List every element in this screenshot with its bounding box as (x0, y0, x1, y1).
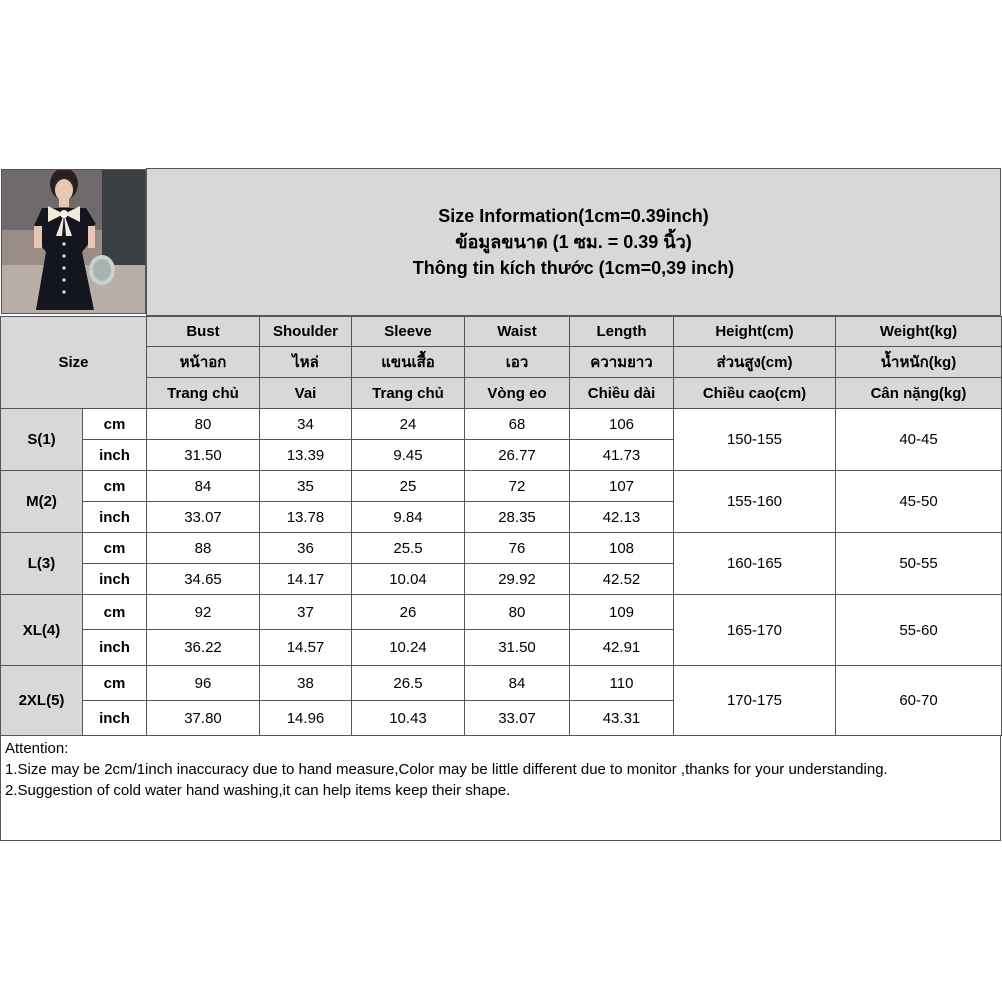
title-vietnamese: Thông tin kích thước (1cm=0,39 inch) (412, 258, 735, 278)
bust-inch: 37.80 (147, 701, 260, 736)
col-waist-vi: Vòng eo (465, 378, 570, 409)
size-label: 2XL(5) (1, 666, 83, 736)
product-photo (1, 169, 146, 314)
shoulder-cm: 34 (260, 409, 352, 440)
unit-inch: inch (83, 701, 147, 736)
size-table (0, 316, 1002, 736)
col-sleeve-vi: Trang chủ (352, 378, 465, 409)
col-length-vi: Chiều dài (570, 378, 674, 409)
shoulder-inch: 14.57 (260, 630, 352, 666)
notes-heading: Attention: (5, 740, 69, 757)
header-row-thai (1, 347, 1002, 378)
bust-inch: 36.22 (147, 630, 260, 666)
bust-cm: 88 (147, 533, 260, 564)
shoulder-cm: 36 (260, 533, 352, 564)
shoulder-inch: 13.39 (260, 440, 352, 471)
sleeve-inch: 9.45 (352, 440, 465, 471)
unit-cm: cm (83, 666, 147, 701)
sleeve-cm: 25 (352, 471, 465, 502)
sleeve-inch: 9.84 (352, 502, 465, 533)
note-line-1: 1.Size may be 2cm/1inch inaccuracy due to hand measure,Color may be little different due to monitor ,thanks for your understanding. (5, 761, 888, 778)
length-cm: 107 (570, 471, 674, 502)
size-chart (0, 168, 1002, 842)
shoulder-cm: 38 (260, 666, 352, 701)
col-waist-thai: เอว (465, 347, 570, 378)
length-cm: 108 (570, 533, 674, 564)
waist-inch: 31.50 (465, 630, 570, 666)
height-range: 150-155 (674, 409, 836, 471)
unit-inch: inch (83, 630, 147, 666)
height-range: 170-175 (674, 666, 836, 736)
bust-cm: 96 (147, 666, 260, 701)
dress-photo-icon (2, 170, 146, 314)
unit-cm: cm (83, 471, 147, 502)
waist-cm: 84 (465, 666, 570, 701)
col-weight-thai: น้ำหนัก(kg) (836, 347, 1002, 378)
attention-notes (0, 735, 1001, 841)
height-range: 165-170 (674, 595, 836, 666)
col-weight: Weight(kg) (836, 317, 1002, 347)
length-inch: 42.91 (570, 630, 674, 666)
unit-inch: inch (83, 440, 147, 471)
col-bust: Bust (147, 317, 260, 347)
unit-cm: cm (83, 595, 147, 630)
bust-inch: 31.50 (147, 440, 260, 471)
col-height-thai: ส่วนสูง(cm) (674, 347, 836, 378)
size-label: XL(4) (1, 595, 83, 666)
col-height: Height(cm) (674, 317, 836, 347)
sleeve-inch: 10.24 (352, 630, 465, 666)
note-line-2: 2.Suggestion of cold water hand washing,it can help items keep their shape. (5, 782, 511, 799)
col-shoulder: Shoulder (260, 317, 352, 347)
col-waist: Waist (465, 317, 570, 347)
length-inch: 42.52 (570, 564, 674, 595)
table-row (1, 471, 1002, 502)
col-sleeve-thai: แขนเสื้อ (352, 347, 465, 378)
waist-cm: 80 (465, 595, 570, 630)
weight-range: 40-45 (836, 409, 1002, 471)
size-header: Size (1, 317, 147, 409)
size-label: L(3) (1, 533, 83, 595)
title-thai: ข้อมูลขนาด (1 ซม. = 0.39 นิ้ว) (455, 232, 692, 252)
shoulder-inch: 14.17 (260, 564, 352, 595)
waist-inch: 28.35 (465, 502, 570, 533)
size-label: S(1) (1, 409, 83, 471)
height-range: 155-160 (674, 471, 836, 533)
length-inch: 41.73 (570, 440, 674, 471)
col-bust-vi: Trang chủ (147, 378, 260, 409)
col-bust-thai: หน้าอก (147, 347, 260, 378)
length-cm: 106 (570, 409, 674, 440)
length-inch: 42.13 (570, 502, 674, 533)
size-label: M(2) (1, 471, 83, 533)
unit-cm: cm (83, 409, 147, 440)
waist-inch: 26.77 (465, 440, 570, 471)
waist-cm: 76 (465, 533, 570, 564)
col-length-thai: ความยาว (570, 347, 674, 378)
length-inch: 43.31 (570, 701, 674, 736)
shoulder-cm: 37 (260, 595, 352, 630)
bust-inch: 34.65 (147, 564, 260, 595)
size-information-title (146, 168, 1001, 316)
waist-inch: 33.07 (465, 701, 570, 736)
col-sleeve: Sleeve (352, 317, 465, 347)
unit-inch: inch (83, 564, 147, 595)
sleeve-cm: 26.5 (352, 666, 465, 701)
unit-inch: inch (83, 502, 147, 533)
bust-cm: 92 (147, 595, 260, 630)
shoulder-cm: 35 (260, 471, 352, 502)
col-shoulder-vi: Vai (260, 378, 352, 409)
col-length: Length (570, 317, 674, 347)
height-range: 160-165 (674, 533, 836, 595)
sleeve-inch: 10.04 (352, 564, 465, 595)
length-cm: 110 (570, 666, 674, 701)
shoulder-inch: 14.96 (260, 701, 352, 736)
sleeve-cm: 24 (352, 409, 465, 440)
shoulder-inch: 13.78 (260, 502, 352, 533)
weight-range: 50-55 (836, 533, 1002, 595)
title-english: Size Information(1cm=0.39inch) (438, 206, 709, 226)
weight-range: 55-60 (836, 595, 1002, 666)
col-weight-vi: Cân nặng(kg) (836, 378, 1002, 409)
bust-cm: 80 (147, 409, 260, 440)
weight-range: 45-50 (836, 471, 1002, 533)
bust-inch: 33.07 (147, 502, 260, 533)
table-row (1, 409, 1002, 440)
sleeve-cm: 26 (352, 595, 465, 630)
col-height-vi: Chiều cao(cm) (674, 378, 836, 409)
header-row-english (1, 317, 1002, 347)
waist-cm: 68 (465, 409, 570, 440)
sleeve-cm: 25.5 (352, 533, 465, 564)
table-row (1, 533, 1002, 564)
waist-cm: 72 (465, 471, 570, 502)
unit-cm: cm (83, 533, 147, 564)
col-shoulder-thai: ไหล่ (260, 347, 352, 378)
header-row-vietnamese (1, 378, 1002, 409)
weight-range: 60-70 (836, 666, 1002, 736)
sleeve-inch: 10.43 (352, 701, 465, 736)
waist-inch: 29.92 (465, 564, 570, 595)
length-cm: 109 (570, 595, 674, 630)
table-row (1, 595, 1002, 630)
table-row (1, 666, 1002, 701)
bust-cm: 84 (147, 471, 260, 502)
